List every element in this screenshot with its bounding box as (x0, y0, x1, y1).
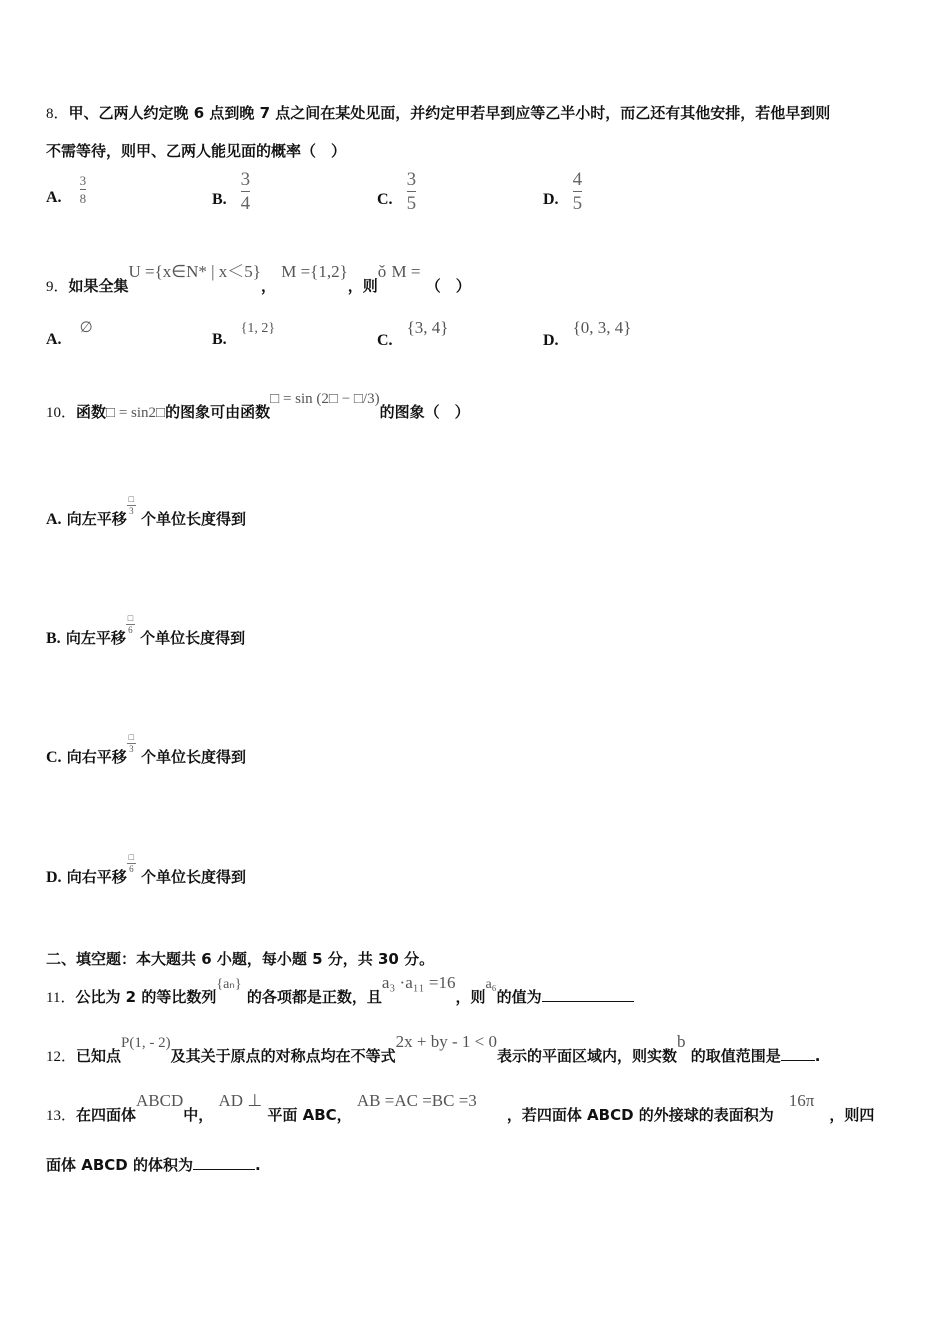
fraction: $\frac{3}{4}$ (240, 169, 251, 214)
q10-option-c[interactable]: C. 向右平移 □ 3 个单位长度得到 (46, 732, 247, 766)
q8-text: 甲、乙两人约定晚 6 点到晚 7 点之间在某处见面，并约定甲若早到应等乙半小时，而乙还有其他安排，若他早到则 (68, 104, 831, 122)
complement-symbol: ǒ (377, 262, 387, 281)
function-1: □ = sin2□ (106, 405, 166, 421)
section-heading: 二、填空题：本大题共 6 小题，每小题 5 分，共 30 分。 (46, 950, 435, 968)
answer-blank[interactable] (193, 1155, 255, 1170)
answer-blank[interactable] (542, 987, 634, 1002)
option-label: C. (377, 191, 393, 208)
q9-line: 9．如果全集U ={x∈N* | x＜5}， M ={1,2}，则ǒ M = （ ） (46, 262, 471, 295)
option-label: A. (46, 189, 62, 206)
q9-option-d[interactable]: D.{0, 3, 4} (543, 318, 632, 349)
q8-line2: 不需等待，则甲、乙两人能见面的概率（ ） (46, 142, 347, 160)
q8-option-b[interactable] (212, 169, 251, 221)
q9-option-c[interactable]: C.{3, 4} (377, 318, 449, 349)
set-m: M ={1,2} (281, 262, 348, 281)
q10-option-a[interactable]: A. 向左平移 □ 3 个单位长度得到 (46, 494, 247, 528)
set-u: U ={x∈N* | x＜5} (128, 262, 261, 281)
q9-option-a[interactable]: A.∅ (46, 320, 93, 348)
option-label: D. (543, 191, 559, 208)
fraction: □ 3 (128, 494, 135, 516)
q10-option-b[interactable]: B. 向左平移 □ 6 个单位长度得到 (46, 613, 246, 647)
answer-blank[interactable] (781, 1046, 815, 1061)
q13-line1: 13．在四面体ABCD中， AD ⊥ 平面 ABC， AB =AC =BC =3 ，若四面体 ABCD 的外接球的表面积为 16π ，则四 (46, 1091, 875, 1124)
q12-line: 12．已知点P(1, - 2)及其关于原点的对称点均在不等式2x + by - 1 < 0表示的平面区域内，则实数b 的取值范围是 . (46, 1032, 821, 1065)
fraction: □ 6 (128, 852, 135, 874)
q8-option-a[interactable] (46, 173, 87, 213)
q9-option-b[interactable]: B.{1, 2} (212, 321, 276, 348)
q8-option-d[interactable] (543, 169, 583, 221)
q10-line: 10．函数□ = sin2□的图象可由函数□ = sin (2□ − □/3)的图象（ ） (46, 391, 470, 421)
fraction: □ 3 (128, 732, 135, 754)
option-label: B. (212, 191, 227, 208)
fraction: □ 6 (127, 613, 134, 635)
fraction: $\frac{3}{8}$ (79, 173, 87, 206)
q10-option-d[interactable]: D. 向右平移 □ 6 个单位长度得到 (46, 852, 247, 886)
q8-number: 8． (46, 106, 69, 122)
fraction: $\frac{4}{5}$ (572, 169, 583, 214)
q8-option-c[interactable] (377, 169, 417, 221)
q8-line1 (46, 102, 830, 123)
fraction: $\frac{3}{5}$ (406, 169, 417, 214)
q11-line: 11．公比为 2 的等比数列{aₙ} 的各项都是正数，且a₃ ·a₁₁ =16，则a₆的值为 (46, 986, 634, 1007)
function-2: □ = sin (2□ − □/3) (270, 391, 380, 407)
q13-line2: 面体 ABCD 的体积为 . (46, 1156, 261, 1174)
